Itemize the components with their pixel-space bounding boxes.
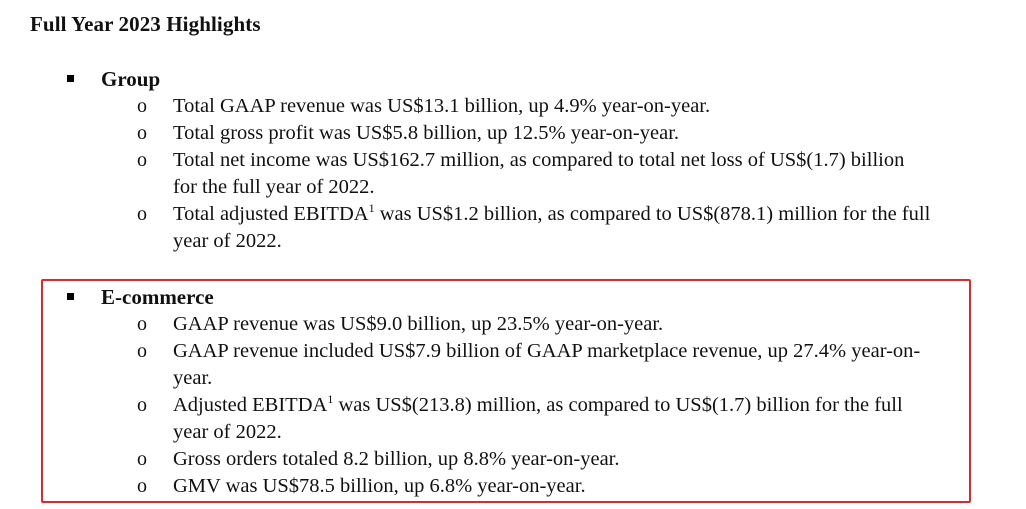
- item-text-part: was US$1.2 billion, as compared to US$(878.1) million for the full year of 2022.: [173, 203, 931, 252]
- list-item: [0, 311, 933, 338]
- item-text-part: was US$(213.8) million, as compared to US$(1.7) billion for the full year of 2022.: [173, 394, 903, 443]
- circle-bullet-icon: o: [137, 394, 147, 416]
- item-text-part: GAAP revenue was US$9.0 billion, up 23.5% year-on-year.: [173, 313, 664, 335]
- item-text: [173, 93, 933, 120]
- item-text: [173, 147, 933, 201]
- page-title: Full Year 2023 Highlights: [30, 12, 261, 36]
- circle-bullet-icon: o: [137, 95, 147, 117]
- section-header-group: [0, 66, 600, 93]
- list-item: [0, 201, 933, 255]
- square-bullet-icon: [67, 293, 74, 300]
- item-text-part: Total GAAP revenue was US$13.1 billion, up 4.9% year-on-year.: [173, 95, 711, 117]
- circle-bullet-icon: o: [137, 313, 147, 335]
- footnote-marker: 1: [368, 201, 375, 215]
- list-item: [0, 338, 933, 392]
- item-text: [173, 392, 933, 446]
- section-title-group: Group: [101, 67, 161, 91]
- circle-bullet-icon: o: [137, 340, 147, 362]
- footnote-marker: 1: [327, 392, 334, 406]
- item-text-part: Total net income was US$162.7 million, as compared to total net loss of US$(1.7) billion for the full year of 2022.: [173, 149, 905, 198]
- list-item: [0, 392, 933, 446]
- item-text: [173, 201, 933, 255]
- item-text-part: Total gross profit was US$5.8 billion, up 12.5% year-on-year.: [173, 122, 680, 144]
- section-title-ecommerce: E-commerce: [101, 285, 214, 309]
- square-bullet-icon: [67, 75, 74, 82]
- list-item: [0, 473, 933, 500]
- section-header-ecommerce: [0, 284, 600, 311]
- circle-bullet-icon: o: [137, 122, 147, 144]
- circle-bullet-icon: o: [137, 149, 147, 171]
- circle-bullet-icon: o: [137, 448, 147, 470]
- ecommerce-item-list: [0, 311, 1026, 500]
- group-item-list: [0, 93, 1026, 255]
- item-text-part: GAAP revenue included US$7.9 billion of GAAP marketplace revenue, up 27.4% year-on-year.: [173, 340, 921, 389]
- item-text-part: Gross orders totaled 8.2 billion, up 8.8% year-on-year.: [173, 448, 620, 470]
- list-item: [0, 120, 933, 147]
- circle-bullet-icon: o: [137, 203, 147, 225]
- item-text: [173, 311, 933, 338]
- item-text-part: Total adjusted EBITDA: [173, 203, 369, 225]
- item-text: [173, 446, 933, 473]
- circle-bullet-icon: o: [137, 475, 147, 497]
- list-item: [0, 93, 933, 120]
- item-text-part: GMV was US$78.5 billion, up 6.8% year-on-year.: [173, 475, 586, 497]
- list-item: [0, 147, 933, 201]
- list-item: [0, 446, 933, 473]
- item-text: [173, 338, 933, 392]
- item-text-part: Adjusted EBITDA: [173, 394, 328, 416]
- item-text: [173, 473, 933, 500]
- item-text: [173, 120, 933, 147]
